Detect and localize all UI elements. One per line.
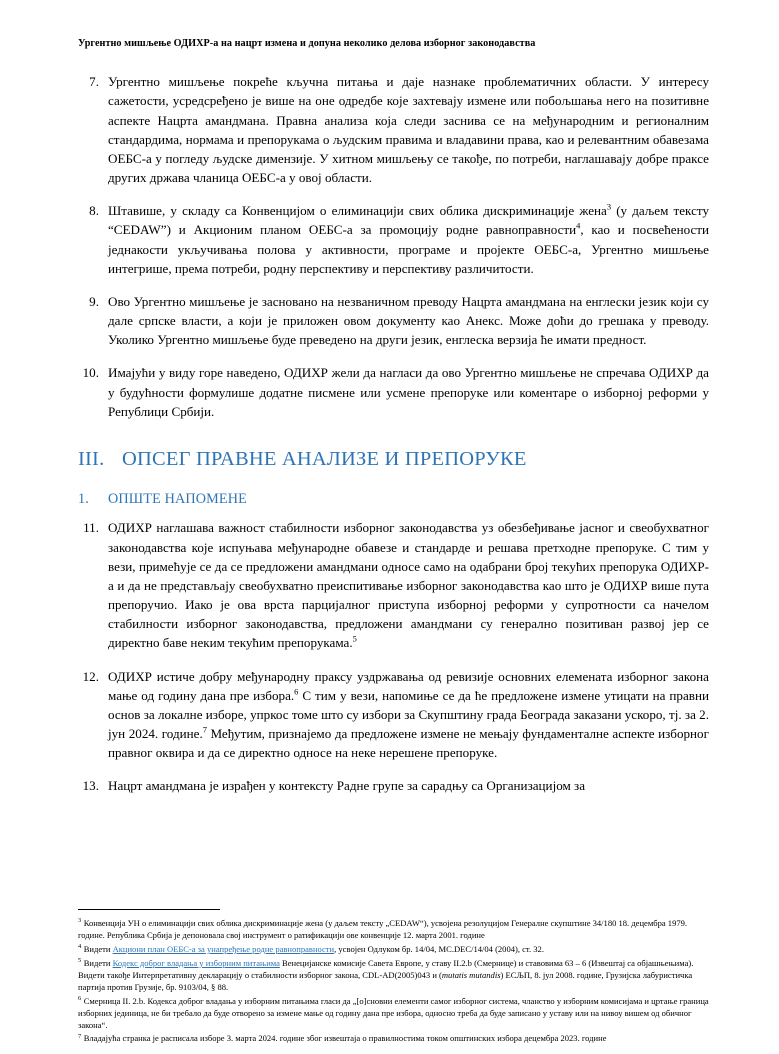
- section-heading: [78, 447, 709, 473]
- footnote-marker: 3: [78, 917, 82, 925]
- paragraph-text: Ургентно мишљење покреће кључна питања и даје назнаке проблематичних области. У интересу сажетости, усредсређено је више на оне одредбе које захтевају измене или побољшања него на позитивне аспекте Нацрта амандмана. Правна анализа која следи заснива се на међународним и регионалним стандардима, нормама и препорукама о људским правима и владавини права, као и релевантним обавезама ОЕБС-а у погледу људске димензије. У хитном мишљењу се такође, по потреби, наглашавају добре праксе других држава чланица ОЕБС-а у овој области.: [108, 74, 709, 186]
- paragraph-text: Имајући у виду горе наведено, ОДИХР жели да нагласи да ово Ургентно мишљење не спречава ОДИХР да у будућности формулише додатне писмене или усмене препоруке или коментаре о изборној реформи у Републици Србији.: [108, 365, 709, 419]
- footnote-reference[interactable]: 3: [606, 202, 612, 212]
- paragraph-13: [78, 776, 709, 795]
- section-heading-title: ОПСЕГ ПРАВНЕ АНАЛИЗЕ И ПРЕПОРУКЕ: [122, 447, 527, 470]
- footnote-item: $^4$ Видети Акциони план ОЕБС-а за унапређење родне равноправности, усвојен Одлуком бр. 14/04, MC.DEC/14/04 (2004), ст. 32.: [78, 943, 544, 954]
- paragraph-number: 11.: [83, 520, 99, 536]
- subsection-heading: [78, 491, 709, 509]
- paragraph-text: ОДИХР наглашава важност стабилности изборног законодавства уз обезбеђивање јасног и свеобухватног законодавства које испуњава међународне обавезе и стандарде и решава претходне препоруке. С тим у вези, примећује се да се предложени амандмани односе само на одабрани број текућих препорука ОДИХР-а и да не представљају свеобухватно преиспитивање изборног законодавства као што је ОДИХР више пута препоручио. Иако је ова врста парцијалног приступа изборној реформи у супротности са начелом стабилности изборног законодавства, предложени амандмани су генерално позитиван развој јер се директно баве неким текућим препорукама.$^5$: [108, 520, 709, 651]
- footnote-reference[interactable]: 5: [352, 635, 357, 645]
- paragraph-text: Ово Ургентно мишљење је засновано на незваничном преводу Нацрта амандмана на енглески језик који су дале српске власти, а који је приложен овом документу као Анекс. Може доћи до грешака у преводу. Уколико Ургентно мишљење буде преведено на други језик, енглеска верзија ће имати предност.: [108, 293, 709, 348]
- paragraph-number: 8.: [89, 203, 99, 219]
- footnote-marker: 6: [78, 994, 82, 1002]
- paragraph-8: [78, 201, 709, 278]
- footnotes-area: [78, 909, 709, 1046]
- footnote-marker: 4: [78, 943, 82, 951]
- paragraph-11: [78, 518, 709, 652]
- paragraph-number: 7.: [89, 74, 99, 90]
- footnote-list: [78, 917, 709, 1044]
- paragraph-10: [78, 363, 709, 421]
- paragraph-number: 9.: [89, 293, 99, 309]
- paragraph-7: [78, 72, 709, 187]
- paragraph-number: 12.: [82, 668, 99, 684]
- subsection-heading-title: ОПШТЕ НАПОМЕНЕ: [108, 490, 247, 507]
- paragraph-text: Штавише, у складу са Конвенцијом о елиминацији свих облика дискриминације жена$^3$ (у даљем тексту “CEDAW”) и Акционим планом ОЕБС-а за промоцију родне равноправности$^4$, као и посвећености једнакости укључивања полова у активности, програме и пројекте ОЕБС-а, Ургентно мишљење интегрише, према потреби, родну перспективу и перспективу различитости.: [108, 202, 710, 276]
- footnote-hyperlink[interactable]: Кодекс доброг владања у изборним питањима: [112, 957, 280, 968]
- footnote-item: $^6$ Смерница II. 2.b. Кодекса доброг владања у изборним питањима гласи да „[о]сновни елементи самог изборног система, чланство у изборним комисијама и цртање граница изборних јединица, не би требало да буде отворено за измене мање од годину дана пре избора, односно треба да буде записано у уставу или на нивоу вишем од обичног закона“.: [78, 994, 709, 1030]
- footnote-reference[interactable]: 4: [576, 222, 581, 232]
- paragraph-text: ОДИХР истиче добру међународну праксу уздржавања од ревизије основних елемената изборног закона мање од годину дана пре избора.$^6$ С тим у вези, напомиње се да ће предложене измене утицати на правни основ за локалне изборе, упркос томе што су избори за Скупштину града Београда заказани ускоро, тј. за 2. јун 2024. године.$^7$ Међутим, признајемо да предложене измене не мењају фундаменталне аспекте изборног правног оквира и да се директно односе на неке нерешене препоруке.: [108, 668, 709, 761]
- footnote-item: $^7$ Владајућа странка је расписала изборе 3. марта 2024. године због извештаја о правилностима током општинских избора децембра 2023. године: [78, 1032, 607, 1044]
- paragraph-text: Нацрт амандмана је израђен у контексту Радне групе за сарадњу са Организацијом за: [108, 778, 586, 794]
- footnote-separator: [78, 909, 220, 910]
- footnote-marker: 7: [78, 1032, 82, 1040]
- numbered-paragraph-list: [78, 72, 709, 421]
- paragraph-number: 10.: [82, 365, 99, 381]
- footnote-marker: 5: [78, 956, 82, 964]
- section-heading-numeral: III.: [78, 447, 105, 470]
- paragraph-12: [78, 667, 709, 763]
- paragraph-9: [78, 292, 709, 350]
- paragraph-number: 13.: [82, 778, 99, 794]
- document-header: Ургентно мишљење ОДИХР-а на нацрт измена и допуна неколико делова изборног законодавства: [78, 38, 536, 49]
- footnote-reference[interactable]: 7: [202, 725, 207, 735]
- footnote-item: $^5$ Видети Кодекс доброг владања у изборним питањима Венецијанске комисије Савета Европе, у ставу II.2.b (Смернице) и ставовима 63 – 6 (Извештај са објашњењима). Видети такође Интерпретативну декларацију о стабилности изборног закона, CDL-AD(2005)043 и (mutatis mutandis) ЕСЉП, 8. јул 2008. године, Грузијска лабуристичка партија против Грузије, бр. 9103/04, § 88.: [78, 956, 694, 992]
- footnote-reference[interactable]: 6: [294, 687, 299, 697]
- subsection-heading-numeral: 1.: [78, 490, 89, 507]
- footnote-item: $^3$ Конвенција УН о елиминацији свих облика дискриминације жена (у даљем тексту „CEDAW“), усвојена резолуцијом Генералне скупштине 34/180 18. децембра 1979. године. Република Србија је депоновала свој инструмент о ратификацији ове конвенције 12. марта 2001. године: [78, 917, 688, 941]
- footnote-hyperlink[interactable]: Акциони план ОЕБС-а за унапређење родне равноправности: [112, 944, 335, 954]
- footnote-italic-text: mutatis mutandis: [441, 969, 501, 980]
- numbered-paragraph-list-continued: [78, 518, 709, 795]
